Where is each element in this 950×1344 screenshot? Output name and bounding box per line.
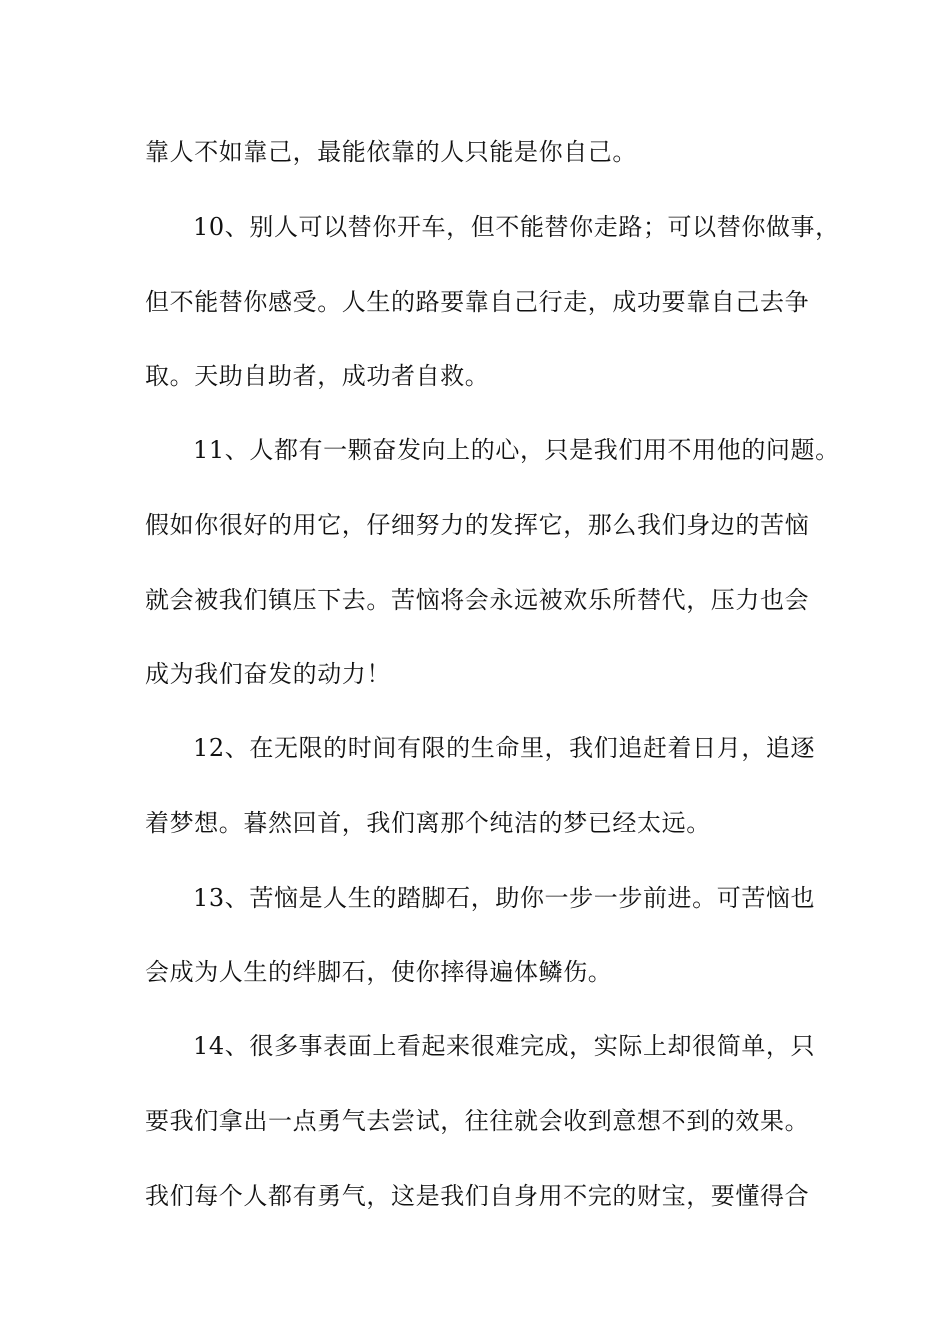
item-12-line-2: 着梦想。暮然回首，我们离那个纯洁的梦已经太远。 <box>145 809 711 837</box>
item-13-line-1: 13、苦恼是人生的踏脚石，助你一步一步前进。可苦恼也 <box>193 884 816 912</box>
item-13-line-2: 会成为人生的绊脚石，使你摔得遍体鳞伤。 <box>145 958 613 986</box>
item-14-line-1: 14、很多事表面上看起来很难完成，实际上却很简单，只 <box>193 1032 816 1060</box>
item-10-line-1: 10、别人可以替你开车，但不能替你走路；可以替你做事， <box>193 213 840 241</box>
item-12-line-1: 12、在无限的时间有限的生命里，我们追赶着日月，追逐 <box>193 734 816 762</box>
item-11-line-4: 成为我们奋发的动力！ <box>145 660 391 688</box>
item-11-line-3: 就会被我们镇压下去。苦恼将会永远被欢乐所替代，压力也会 <box>145 586 810 614</box>
item-14-line-3: 我们每个人都有勇气，这是我们自身用不完的财宝，要懂得合 <box>145 1182 810 1210</box>
item-11-line-1: 11、人都有一颗奋发向上的心，只是我们用不用他的问题。 <box>193 436 840 464</box>
item-10-line-3: 取。天助自助者，成功者自救。 <box>145 362 490 390</box>
item-10-line-2: 但不能替你感受。人生的路要靠自己行走，成功要靠自己去争 <box>145 288 810 316</box>
item-11-line-2: 假如你很好的用它，仔细努力的发挥它，那么我们身边的苦恼 <box>145 511 810 539</box>
text-line: 靠人不如靠己，最能依靠的人只能是你自己。 <box>145 138 637 166</box>
item-14-line-2: 要我们拿出一点勇气去尝试，往往就会收到意想不到的效果。 <box>145 1107 810 1135</box>
